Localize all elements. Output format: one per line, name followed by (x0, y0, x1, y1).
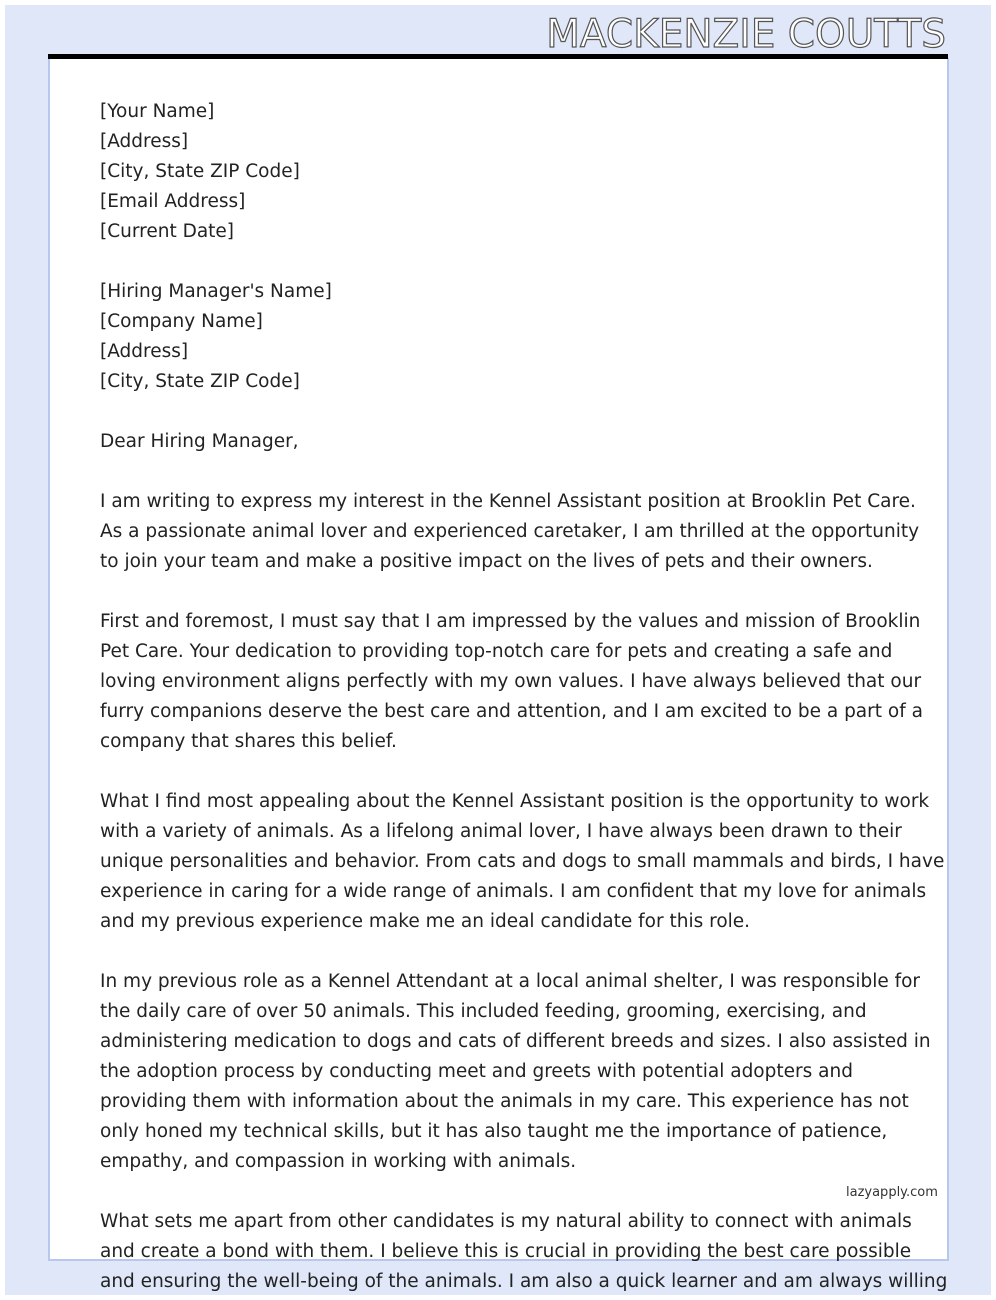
paragraph-line: As a passionate animal lover and experienced caretaker, I am thrilled at the opportunity (100, 521, 920, 542)
paragraph-line: administering medication to dogs and cats of different breeds and sizes. I also assisted in (100, 1031, 931, 1052)
body-paragraph (100, 967, 931, 1177)
recipient-line: [Address] (100, 341, 189, 362)
paragraph-line: to join your team and make a positive impact on the lives of pets and their owners. (100, 551, 873, 572)
sender-line: [City, State ZIP Code] (100, 161, 300, 182)
watermark: lazyapply.com (846, 1185, 938, 1200)
applicant-name: MACKENZIE COUTTS (546, 12, 946, 57)
body-paragraph (100, 787, 945, 937)
sender-line: [Current Date] (100, 221, 235, 242)
recipient-line: [Company Name] (100, 311, 263, 332)
paragraph-line: I am writing to express my interest in the Kennel Assistant position at Brooklin Pet Care. (100, 491, 916, 512)
paragraph-line: only honed my technical skills, but it has also taught me the importance of patience, (100, 1121, 888, 1142)
paragraph-line: with a variety of animals. As a lifelong animal lover, I have always been drawn to their (100, 821, 902, 842)
letter-body (100, 97, 948, 1297)
sender-line: [Email Address] (100, 191, 246, 212)
recipient-block (100, 277, 920, 397)
paragraph-line: What sets me apart from other candidates is my natural ability to connect with animals (100, 1211, 912, 1232)
paragraph-line: and create a bond with them. I believe this is crucial in providing the best care possible (100, 1241, 912, 1262)
paragraph-line: the adoption process by conducting meet and greets with potential adopters and (100, 1061, 853, 1082)
paragraph-line: company that shares this belief. (100, 731, 397, 752)
sender-block (100, 97, 920, 247)
paragraph-line: and my previous experience make me an ideal candidate for this role. (100, 911, 751, 932)
body-paragraph (100, 487, 920, 577)
paragraph-line: loving environment aligns perfectly with my own values. I have always believed that our (100, 671, 922, 692)
paragraph-line: unique personalities and behavior. From cats and dogs to small mammals and birds, I have (100, 851, 945, 872)
paragraph-line: the daily care of over 50 animals. This included feeding, grooming, exercising, and (100, 1001, 867, 1022)
paragraph-line: furry companions deserve the best care and attention, and I am excited to be a part of a (100, 701, 923, 722)
body-paragraph (100, 1207, 948, 1297)
paragraph-line: providing them with information about the animals in my care. This experience has not (100, 1091, 909, 1112)
paragraph-line: experience in caring for a wide range of animals. I am confident that my love for animals (100, 881, 927, 902)
paragraph-line: empathy, and compassion in working with animals. (100, 1151, 577, 1172)
paragraph-line: First and foremost, I must say that I am impressed by the values and mission of Brooklin (100, 611, 921, 632)
sender-line: [Address] (100, 131, 189, 152)
recipient-line: [Hiring Manager's Name] (100, 281, 332, 302)
body-paragraph (100, 607, 923, 757)
paragraph-line: and ensuring the well-being of the animals. I am also a quick learner and am always willing (100, 1271, 948, 1292)
recipient-line: [City, State ZIP Code] (100, 371, 300, 392)
paragraph-line: In my previous role as a Kennel Attendant at a local animal shelter, I was responsible for (100, 971, 921, 992)
paragraph-line: Pet Care. Your dedication to providing top-notch care for pets and creating a safe and (100, 641, 893, 662)
sender-line: [Your Name] (100, 101, 215, 122)
salutation: Dear Hiring Manager, (100, 431, 299, 452)
paragraph-line: What I find most appealing about the Kennel Assistant position is the opportunity to work (100, 791, 930, 812)
